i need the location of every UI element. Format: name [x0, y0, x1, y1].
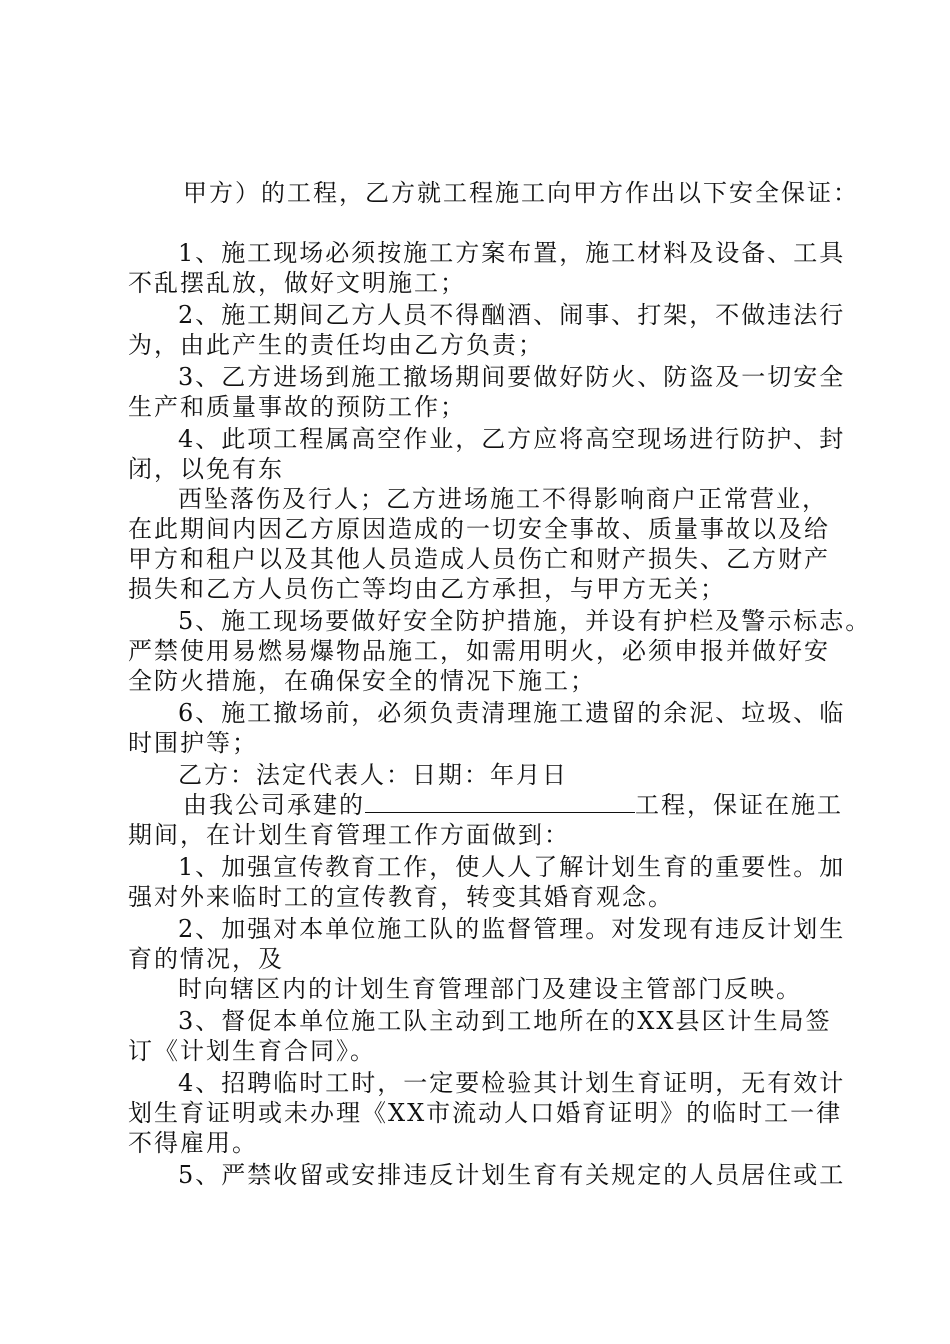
text-line: 甲方和租户以及其他人员造成人员伤亡和财产损失、乙方财产 — [128, 545, 830, 573]
text-line: 不乱摆乱放，做好文明施工； — [128, 269, 466, 297]
text-line: 5、施工现场要做好安全防护措施，并设有护栏及警示标志。 — [178, 607, 872, 635]
signature-line: 乙方：法定代表人：日期：年月日 — [178, 761, 568, 789]
text-line: 西坠落伤及行人；乙方进场施工不得影响商户正常营业， — [178, 485, 828, 513]
text-line: 在此期间内因乙方原因造成的一切安全事故、质量事故以及给 — [128, 515, 830, 543]
text-span: 由我公司承建的 — [183, 791, 365, 819]
text-line: 甲方）的工程，乙方就工程施工向甲方作出以下安全保证： — [183, 179, 859, 207]
text-line: 订《计划生育合同》。 — [128, 1037, 376, 1065]
text-line: 1、加强宣传教育工作，使人人了解计划生育的重要性。加 — [178, 853, 846, 881]
commitment-line — [183, 790, 843, 820]
text-line: 3、乙方进场到施工撤场期间要做好防火、防盗及一切安全 — [178, 363, 846, 391]
text-line: 强对外来临时工的宣传教育，转变其婚育观念。 — [128, 883, 674, 911]
text-line: 时围护等； — [128, 729, 258, 757]
text-line: 期间，在计划生育管理工作方面做到： — [128, 821, 570, 849]
text-line: 为，由此产生的责任均由乙方负责； — [128, 331, 544, 359]
text-line: 1、施工现场必须按施工方案布置，施工材料及设备、工具 — [178, 239, 846, 267]
text-line: 生产和质量事故的预防工作； — [128, 393, 466, 421]
text-line: 严禁使用易燃易爆物品施工，如需用明火，必须申报并做好安 — [128, 637, 830, 665]
text-line: 不得雇用。 — [128, 1129, 258, 1157]
text-line: 4、此项工程属高空作业，乙方应将高空现场进行防护、封 — [178, 425, 846, 453]
project-name-blank — [365, 790, 635, 813]
text-line: 损失和乙方人员伤亡等均由乙方承担，与甲方无关； — [128, 575, 726, 603]
text-span: 工程，保证在施工 — [635, 791, 843, 819]
text-line: 育的情况，及 — [128, 945, 284, 973]
text-line: 全防火措施，在确保安全的情况下施工； — [128, 667, 596, 695]
text-line: 2、施工期间乙方人员不得酗酒、闹事、打架，不做违法行 — [178, 301, 846, 329]
text-line: 闭，以免有东 — [128, 455, 284, 483]
text-line: 2、加强对本单位施工队的监督管理。对发现有违反计划生 — [178, 915, 846, 943]
text-line: 4、招聘临时工时，一定要检验其计划生育证明，无有效计 — [178, 1069, 846, 1097]
text-line: 划生育证明或未办理《XX市流动人口婚育证明》的临时工一律 — [128, 1099, 843, 1127]
text-line: 5、严禁收留或安排违反计划生育有关规定的人员居住或工 — [178, 1161, 846, 1189]
text-line: 6、施工撤场前，必须负责清理施工遗留的余泥、垃圾、临 — [178, 699, 846, 727]
text-line: 时向辖区内的计划生育管理部门及建设主管部门反映。 — [178, 975, 802, 1003]
text-line: 3、督促本单位施工队主动到工地所在的XX县区计生局签 — [178, 1007, 832, 1035]
